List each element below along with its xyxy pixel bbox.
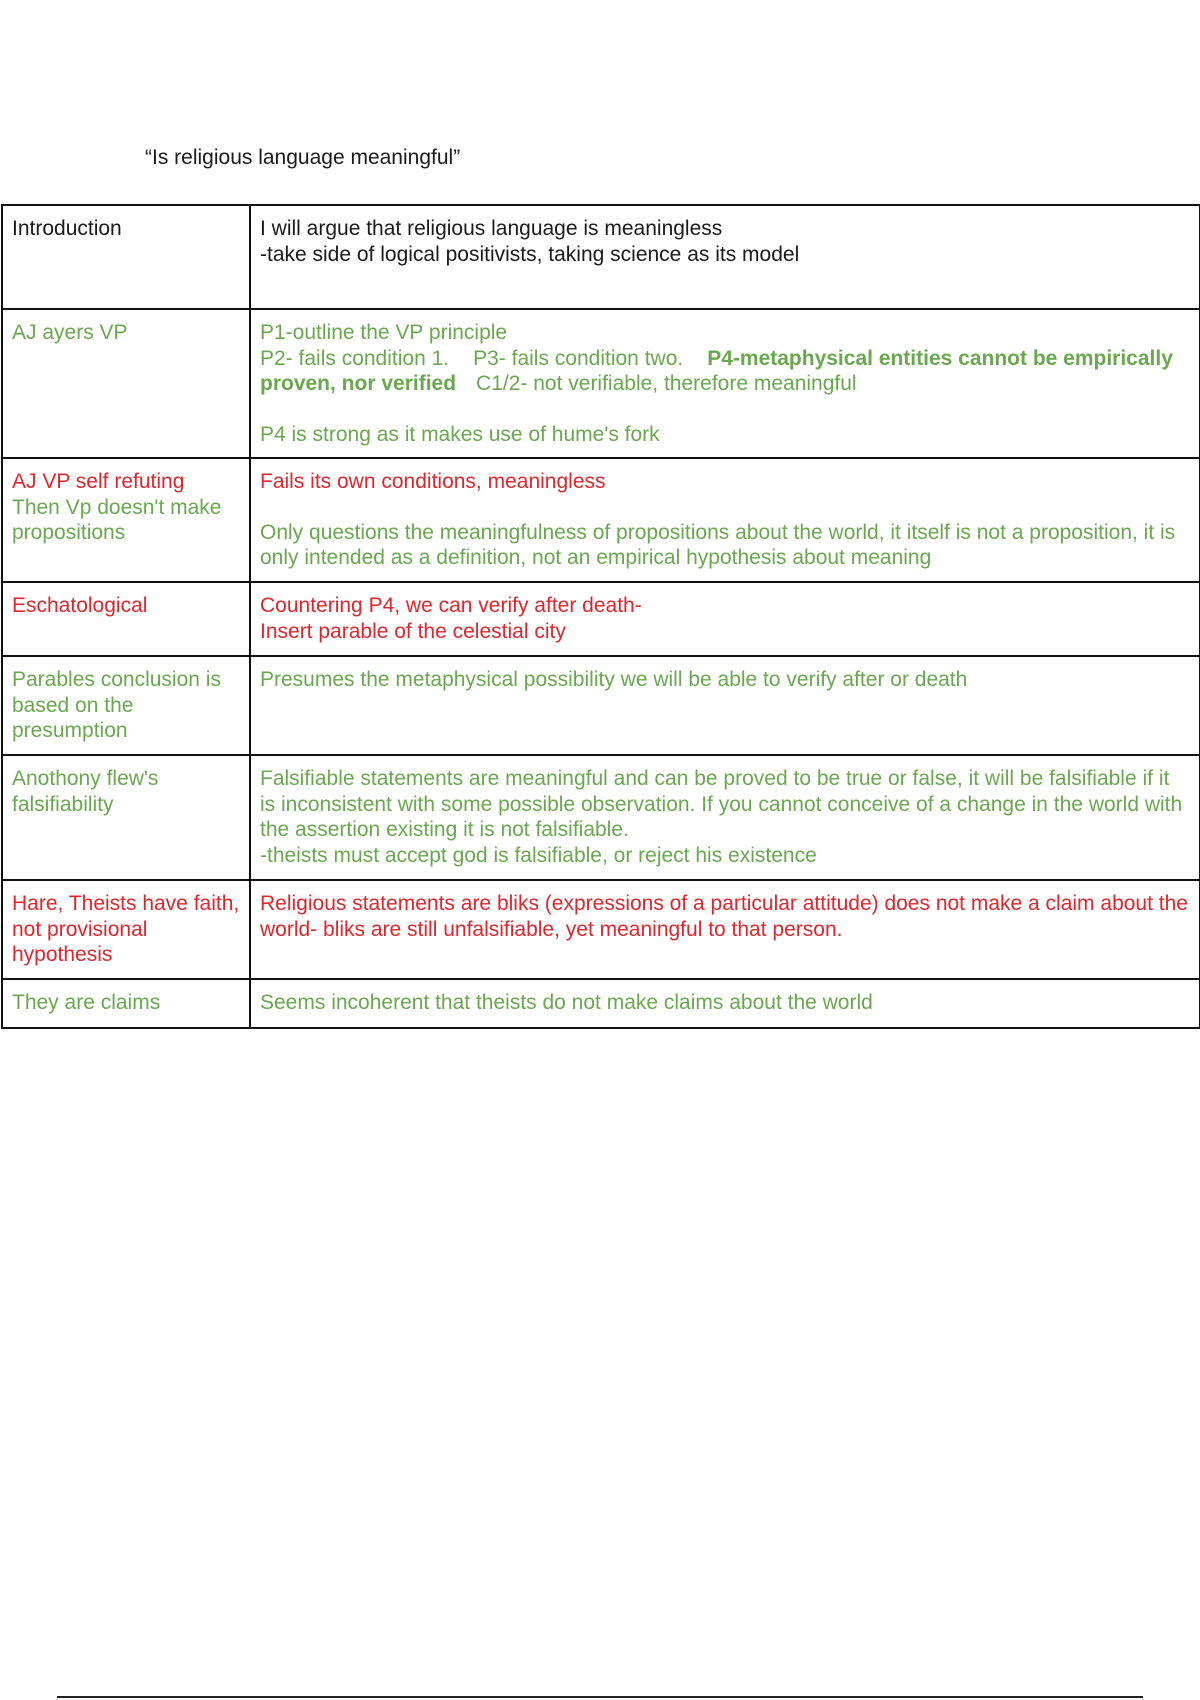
- table-row-they-are-claims: [2, 979, 1200, 1028]
- row-label-cell: [2, 755, 250, 880]
- row-content-cell: [250, 582, 1200, 656]
- row-label-cell: [2, 458, 250, 582]
- row-label: AJ ayers VP: [12, 321, 128, 344]
- row-label: Anothony flew's falsifiability: [12, 767, 159, 816]
- document-title: “Is religious language meaningful”: [145, 146, 461, 169]
- row-label-cell: [2, 205, 250, 309]
- table-row-aj-ayers-vp: [2, 309, 1200, 458]
- row-label-cell: [2, 309, 250, 458]
- footer-divider: [57, 1696, 1143, 1698]
- row-label: Introduction: [12, 217, 122, 240]
- table-row-flew-falsifiability: [2, 755, 1200, 880]
- row-label: AJ VP self refuting: [12, 470, 185, 493]
- table-row-eschatological: [2, 582, 1200, 656]
- premise-p1: P1-outline the VP principle: [260, 321, 508, 344]
- row-label: Eschatological: [12, 594, 148, 617]
- row-label-cell: [2, 880, 250, 979]
- content-line: Countering P4, we can verify after death-: [260, 594, 642, 617]
- content-line: Fails its own conditions, meaningless: [260, 470, 606, 493]
- content-line: Insert parable of the celestial city: [260, 619, 566, 643]
- row-content-cell: [250, 656, 1200, 755]
- row-label-cell: [2, 656, 250, 755]
- row-content-cell: [250, 458, 1200, 582]
- row-label: Parables conclusion is based on the presumption: [12, 668, 221, 742]
- table-row-introduction: [2, 205, 1200, 309]
- row-content-cell: [250, 880, 1200, 979]
- content-line: Religious statements are bliks (expressions of a particular attitude) does not make a claim about the world- bliks are still unfalsifiable, yet meaningful to that person.: [260, 892, 1188, 941]
- content-line: I will argue that religious language is meaningless: [260, 217, 723, 240]
- strength-note: P4 is strong as it makes use of hume's fork: [260, 422, 660, 446]
- row-label-rebuttal: Then Vp doesn't make propositions: [12, 495, 222, 544]
- table-row-hare-bliks: [2, 880, 1200, 979]
- premise-p4: P4-metaphysical entities cannot be empirically proven, nor verified: [260, 346, 1173, 395]
- row-label-cell: [2, 582, 250, 656]
- row-label: They are claims: [12, 991, 161, 1014]
- table-row-parables-conclusion: [2, 656, 1200, 755]
- table-row-vp-self-refuting: [2, 458, 1200, 582]
- essay-plan-table: [1, 204, 1200, 1029]
- row-content-cell: [250, 755, 1200, 880]
- content-line: Falsifiable statements are meaningful and can be proved to be true or false, it will be falsifiable if it is inconsistent with some possible observation. If you cannot conceive of a change in the world with the assertion existing it is not falsifiable.: [260, 767, 1183, 841]
- premise-p3: P3- fails condition two.: [473, 346, 684, 370]
- row-content-cell: [250, 205, 1200, 309]
- premise-p2: P2- fails condition 1.: [260, 346, 450, 370]
- premises-line: [260, 346, 1190, 397]
- content-line: -take side of logical positivists, taking science as its model: [260, 242, 800, 266]
- content-line: Only questions the meaningfulness of propositions about the world, it itself is not a proposition, it is only intended as a definition, not an empirical hypothesis about meaning: [260, 520, 1176, 569]
- content-line: Seems incoherent that theists do not make claims about the world: [260, 991, 873, 1014]
- row-content-cell: [250, 979, 1200, 1028]
- content-line: Presumes the metaphysical possibility we will be able to verify after or death: [260, 668, 968, 691]
- row-label: Hare, Theists have faith, not provisional hypothesis: [12, 892, 240, 966]
- content-line: -theists must accept god is falsifiable, or reject his existence: [260, 843, 817, 867]
- row-content-cell: [250, 309, 1200, 458]
- row-label-cell: [2, 979, 250, 1028]
- conclusion-c1-2: C1/2- not verifiable, therefore meaningful: [476, 372, 857, 395]
